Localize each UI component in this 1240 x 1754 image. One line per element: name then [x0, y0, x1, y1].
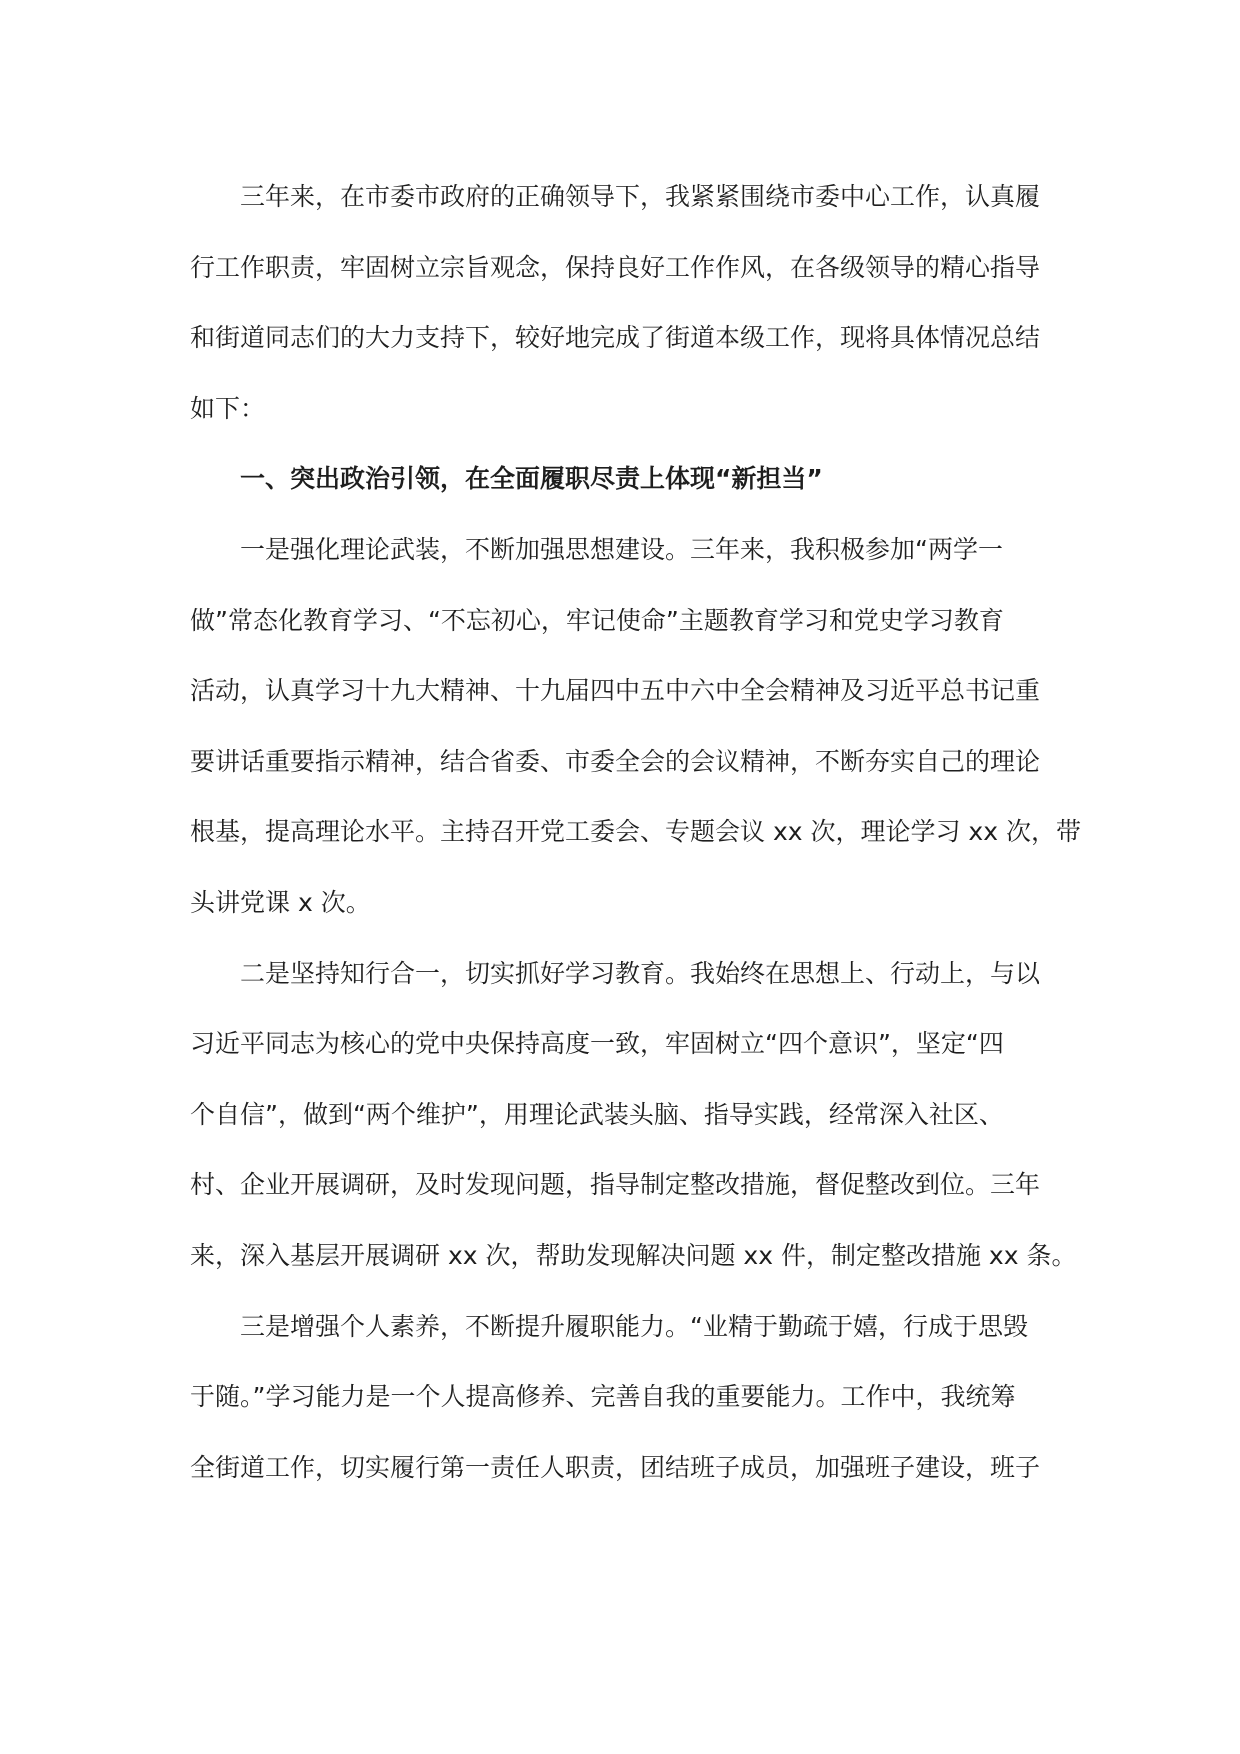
paragraph-line: 三年来，在市委市政府的正确领导下，我紧紧围绕市委中心工作，认真履 [240, 182, 1041, 211]
paragraph-line: 二是坚持知行合一，切实抓好学习教育。我始终在思想上、行动上，与以 [240, 958, 1041, 988]
section-heading: 一、突出政治引领，在全面履职尽责上体现“新担当” [240, 464, 823, 494]
paragraph-line: 如下： [190, 393, 266, 423]
paragraph-line: 要讲话重要指示精神，结合省委、市委全会的会议精神，不断夯实自己的理论 [190, 746, 1041, 776]
paragraph-line: 活动，认真学习十九大精神、十九届四中五中六中全会精神及习近平总书记重 [190, 676, 1041, 706]
document-body [190, 162, 1081, 1503]
paragraph-line: 头讲党课 x 次。 [190, 887, 371, 917]
paragraph-line: 根基，提高理论水平。主持召开党工委会、专题会议 xx 次，理论学习 xx 次，带 [190, 817, 1081, 847]
paragraph-line: 于随。”学习能力是一个人提高修养、完善自我的重要能力。工作中，我统筹 [190, 1382, 1016, 1412]
paragraph-line: 一是强化理论武装，不断加强思想建设。三年来，我积极参加“两学一 [240, 534, 1003, 564]
paragraph-line: 习近平同志为核心的党中央保持高度一致，牢固树立“四个意识”，坚定“四 [190, 1029, 1004, 1059]
paragraph-line: 全街道工作，切实履行第一责任人职责，团结班子成员，加强班子建设，班子 [190, 1452, 1041, 1482]
paragraph-line: 行工作职责，牢固树立宗旨观念，保持良好工作作风，在各级领导的精心指导 [190, 252, 1041, 282]
paragraph-line: 做”常态化教育学习、“不忘初心，牢记使命”主题教育学习和党史学习教育 [190, 605, 1004, 635]
paragraph-line: 个自信”，做到“两个维护”，用理论武装头脑、指导实践，经常深入社区、 [190, 1099, 1004, 1129]
paragraph-line: 和街道同志们的大力支持下，较好地完成了街道本级工作，现将具体情况总结 [190, 323, 1041, 353]
paragraph-line: 来，深入基层开展调研 xx 次，帮助发现解决问题 xx 件，制定整改措施 xx 条。 [190, 1240, 1077, 1270]
paragraph-line: 三是增强个人素养，不断提升履职能力。“业精于勤疏于嬉，行成于思毁 [240, 1311, 1028, 1341]
paragraph-line: 村、企业开展调研，及时发现问题，指导制定整改措施，督促整改到位。三年 [190, 1170, 1041, 1200]
